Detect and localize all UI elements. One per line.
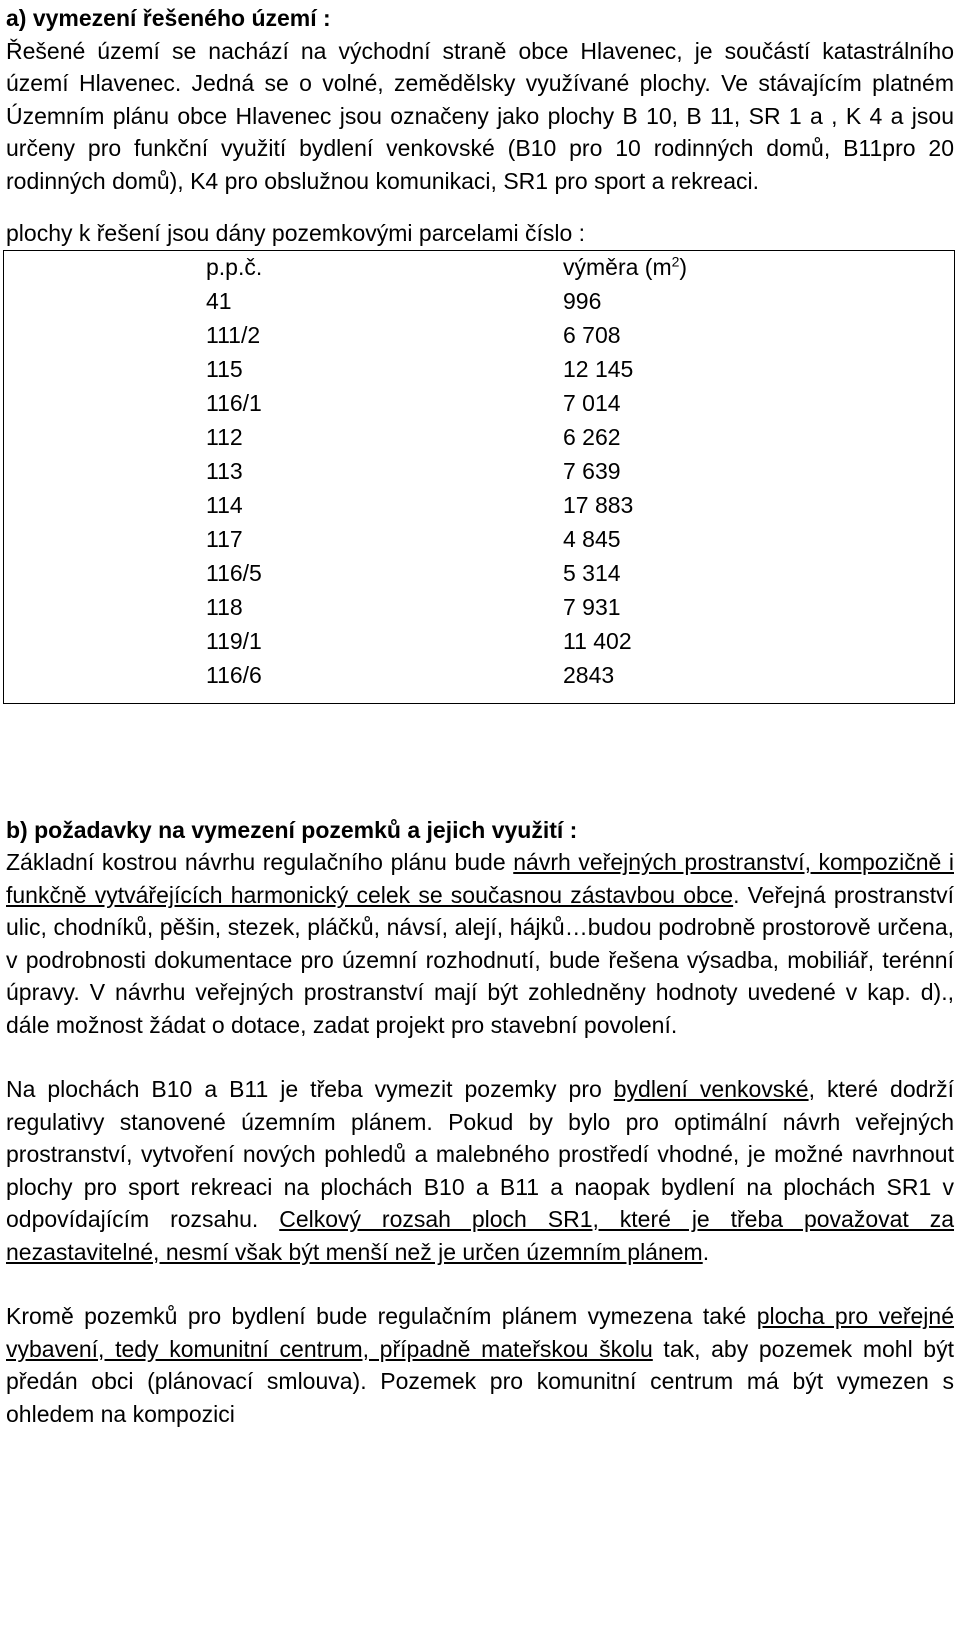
table-spacer-cell bbox=[1, 557, 206, 591]
parcel-number-cell: 112 bbox=[206, 424, 243, 451]
header-ppc: p.p.č. bbox=[206, 254, 263, 281]
table-spacer-cell bbox=[1, 251, 206, 285]
header-area-close: ) bbox=[679, 254, 688, 281]
parcels-table bbox=[1, 251, 952, 693]
section-a-paragraph: Řešené území se nachází na východní straně obce Hlavenec, je součástí katastrálního území Hlavenec. Jedná se o volné, zemědělsky využívané plochy. Ve stávajícím platném Územním plánu obce Hlavenec jsou označeny jako plochy B 10, B 11, SR 1 a , K 4 a jsou určeny pro funkční využití bydlení venkovské (B10 pro 10 rodinných domů, B11pro 20 rodinných domů), K4 pro obslužnou komunikaci, SR1 pro sport a rekreaci. bbox=[6, 37, 954, 194]
underlined-text-run: plocha pro veřejné vybavení, tedy komunitní centrum, případně mateřskou školu bbox=[6, 1303, 955, 1362]
spacer bbox=[6, 1041, 954, 1073]
section-b-paragraph-3 bbox=[6, 1300, 954, 1430]
table-row bbox=[1, 523, 952, 557]
parcel-area-cell: 11 402 bbox=[563, 628, 632, 655]
table-row bbox=[1, 387, 952, 421]
document-page bbox=[6, 2, 954, 1430]
table-spacer-cell bbox=[1, 319, 206, 353]
header-area-superscript: 2 bbox=[671, 253, 680, 270]
parcel-area-cell: 7 931 bbox=[563, 594, 621, 621]
table-spacer-cell bbox=[1, 625, 206, 659]
underlined-text-run: bydlení venkovské bbox=[613, 1076, 809, 1102]
table-spacer-cell bbox=[1, 353, 206, 387]
header-area bbox=[563, 251, 952, 285]
parcel-number-cell: 118 bbox=[206, 594, 243, 621]
text-run: tak, aby pozemek mohl být předán obci (plánovací smlouva). Pozemek pro komunitní centrum má být vymezen s ohledem na kompozici bbox=[6, 1335, 954, 1427]
parcel-area-cell: 6 708 bbox=[563, 322, 621, 349]
table-row bbox=[1, 557, 952, 591]
text-run: Na plochách B10 a B11 je třeba vymezit pozemky pro bbox=[6, 1076, 614, 1102]
header-area-text: výměra (m bbox=[563, 254, 672, 281]
table-row bbox=[1, 489, 952, 523]
parcel-number-cell: 111/2 bbox=[206, 322, 261, 349]
parcel-area-cell: 12 145 bbox=[563, 356, 634, 383]
table-spacer-cell bbox=[1, 659, 206, 693]
table-header-row bbox=[1, 251, 952, 285]
table-row bbox=[1, 319, 952, 353]
text-run: Základní kostrou návrhu regulačního plánu bude bbox=[6, 849, 514, 875]
table-row bbox=[1, 421, 952, 455]
parcel-area-cell: 4 845 bbox=[563, 526, 621, 553]
parcel-area-cell: 996 bbox=[563, 288, 602, 315]
table-row bbox=[1, 285, 952, 319]
table-row bbox=[1, 591, 952, 625]
table-row bbox=[1, 625, 952, 659]
parcels-intro: plochy k řešení jsou dány pozemkovými parcelami číslo : bbox=[6, 220, 586, 246]
section-a-heading: a) vymezení řešeného území : bbox=[6, 5, 331, 31]
table-spacer-cell bbox=[1, 387, 206, 421]
text-run: , které dodrží regulativy stanovené územním plánem. Pokud by bylo pro optimální návrh veřejných prostranství, vytvoření nových pohledů a malebného prostředí vhodné, je možné navrhnout plochy pro sport rekreaci na plochách B10 a B11 a naopak bydlení na plochách SR1 v odpovídajícím rozsahu. bbox=[6, 1076, 954, 1232]
table-row bbox=[1, 455, 952, 489]
parcel-area-cell: 17 883 bbox=[563, 492, 634, 519]
section-b-paragraph-2 bbox=[6, 1073, 954, 1268]
table-spacer-cell bbox=[1, 591, 206, 625]
parcel-number-cell: 116/6 bbox=[206, 662, 262, 689]
parcel-number-cell: 116/5 bbox=[206, 560, 262, 587]
parcels-table-body bbox=[1, 285, 952, 693]
parcel-area-cell: 7 639 bbox=[563, 458, 621, 485]
table-row bbox=[1, 353, 952, 387]
parcel-number-cell: 41 bbox=[206, 288, 232, 315]
underlined-text-run: návrh veřejných prostranství, kompozičně i funkčně vytvářejících harmonický celek se současnou zástavbou obce bbox=[6, 849, 954, 908]
parcel-number-cell: 114 bbox=[206, 492, 243, 519]
spacer bbox=[6, 197, 954, 217]
parcel-number-cell: 117 bbox=[206, 526, 243, 553]
table-spacer-cell bbox=[1, 421, 206, 455]
section-b-heading: b) požadavky na vymezení pozemků a jejich využití : bbox=[6, 816, 578, 843]
parcel-number-cell: 115 bbox=[206, 356, 243, 383]
text-run: . bbox=[702, 1238, 710, 1265]
table-spacer-cell bbox=[1, 455, 206, 489]
parcel-area-cell: 2843 bbox=[563, 662, 615, 689]
underlined-text-run: Celkový rozsah ploch SR1, které je třeba považovat za nezastavitelné, nesmí však být menší než je určen územním plánem bbox=[6, 1206, 955, 1265]
parcel-area-cell: 7 014 bbox=[563, 390, 621, 417]
section-b-paragraph-1 bbox=[6, 846, 954, 1041]
parcel-number-cell: 116/1 bbox=[206, 390, 262, 417]
spacer bbox=[6, 1268, 954, 1300]
table-spacer-cell bbox=[1, 523, 206, 557]
text-run: . Veřejná prostranství ulic, chodníků, pěšin, stezek, pláčků, návsí, alejí, hájků…budou podrobně prostorově určena, v podrobnosti dokumentace pro územní rozhodnutí, bude řešena výsadba, mobiliář, terénní úpravy. V návrhu veřejných prostranství mají být zohledněny hodnoty uvedené v kap. d)., dále možnost žádat o dotace, zadat projekt pro stavební povolení. bbox=[6, 881, 954, 1038]
parcels-table-frame bbox=[3, 250, 955, 704]
table-row bbox=[1, 659, 952, 693]
parcel-number-cell: 119/1 bbox=[206, 628, 262, 655]
text-run: Kromě pozemků pro bydlení bude regulačním plánem vymezena také bbox=[6, 1303, 757, 1329]
parcel-area-cell: 5 314 bbox=[563, 560, 621, 587]
table-spacer-cell bbox=[1, 489, 206, 523]
table-spacer-cell bbox=[1, 285, 206, 319]
parcel-number-cell: 113 bbox=[206, 458, 243, 485]
spacer bbox=[6, 704, 954, 814]
parcel-area-cell: 6 262 bbox=[563, 424, 621, 451]
